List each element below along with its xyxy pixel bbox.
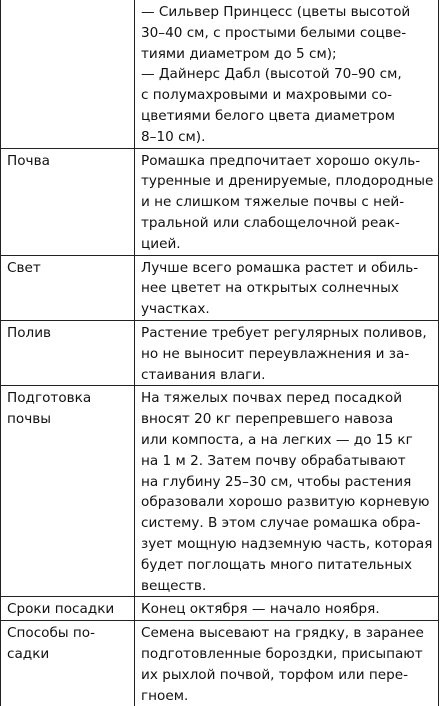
row-text-line: зует мощную надземную часть, которая [141,534,433,555]
row-text-line: на 1 м 2. Затем почву обрабатывают [141,451,433,472]
row-text-line: тральной или слабощелочной реак- [141,213,433,234]
row-text-line: систему. В этом случае ромашка обра- [141,513,433,534]
row-text-line: Ромашка предпочитает хорошо окуль- [141,151,433,172]
row-text-line: будет поглощать много питательных [141,555,433,576]
row-text-line: нее цветет на открытых солнечных [141,278,433,299]
row-label-cell [1,621,135,706]
row-text-line: вносят 20 кг перепревшего навоза [141,409,433,430]
row-text-line: Семена высевают на грядку, в заранее [141,623,433,644]
row-label-line: почвы [7,409,129,430]
row-label-line: Почва [7,151,129,172]
row-text-line: Конец октября — начало ноября. [141,599,433,620]
row-text-line: стаивания влаги. [141,365,433,386]
row-text-line: на глубину 25–30 см, чтобы растения [141,472,433,493]
row-text-line: Лучше всего ромашка растет и обиль- [141,258,433,279]
row-label-cell [1,597,135,621]
row-text-line: участках. [141,299,433,320]
row-label-line: Свет [7,258,129,279]
row-label-line: Подготовка [7,388,129,409]
table-row [1,0,439,148]
row-label-line: Способы по- [7,623,129,644]
row-label-cell [1,320,135,385]
table-row [1,386,439,597]
row-label-line: Полив [7,323,129,344]
table-row [1,597,439,621]
row-text-line: но не выносит переувлажнения и за- [141,344,433,365]
row-text-line: туренные и дренируемые, плодородные [141,171,433,192]
row-text-line: — Дайнерс Дабл (высотой 70–90 см, [141,64,433,85]
row-text-cell [135,621,439,706]
table-row [1,621,439,706]
row-text-line: с полумахровыми и махровыми со- [141,85,433,106]
row-text-line: цией. [141,234,433,255]
row-label-cell [1,148,135,255]
row-text-line: подготовленные бороздки, присыпают [141,644,433,665]
table-body [1,0,439,706]
row-label-cell [1,0,135,148]
row-label-line: садки [7,644,129,665]
row-text-cell [135,255,439,320]
row-text-line: 8–10 см). [141,127,433,148]
row-label-line: Сроки посадки [7,599,129,620]
row-text-cell [135,0,439,148]
row-text-line: или компоста, а на легких — до 15 кг [141,430,433,451]
row-text-line: На тяжелых почвах перед посадкой [141,388,433,409]
row-text-line: и не слишком тяжелые почвы с ней- [141,192,433,213]
row-text-cell [135,386,439,597]
row-text-line: образовали хорошо развитую корневую [141,492,433,513]
table-row [1,148,439,255]
row-text-line: цветиями белого цвета диаметром [141,106,433,127]
row-text-line: их рыхлой почвой, торфом или пере- [141,665,433,686]
row-text-cell [135,320,439,385]
row-text-line: тиями диаметром до 5 см); [141,44,433,65]
row-text-line: гноем. [141,686,433,706]
table-row [1,255,439,320]
row-text-line: Растение требует регулярных поливов, [141,323,433,344]
row-text-line: 30–40 см, с простыми белыми соцве- [141,23,433,44]
table-row [1,320,439,385]
row-label-cell [1,386,135,597]
row-text-line: — Сильвер Принцесс (цветы высотой [141,2,433,23]
row-label-cell [1,255,135,320]
row-text-line: веществ. [141,576,433,597]
row-text-cell [135,148,439,255]
row-text-cell [135,597,439,621]
